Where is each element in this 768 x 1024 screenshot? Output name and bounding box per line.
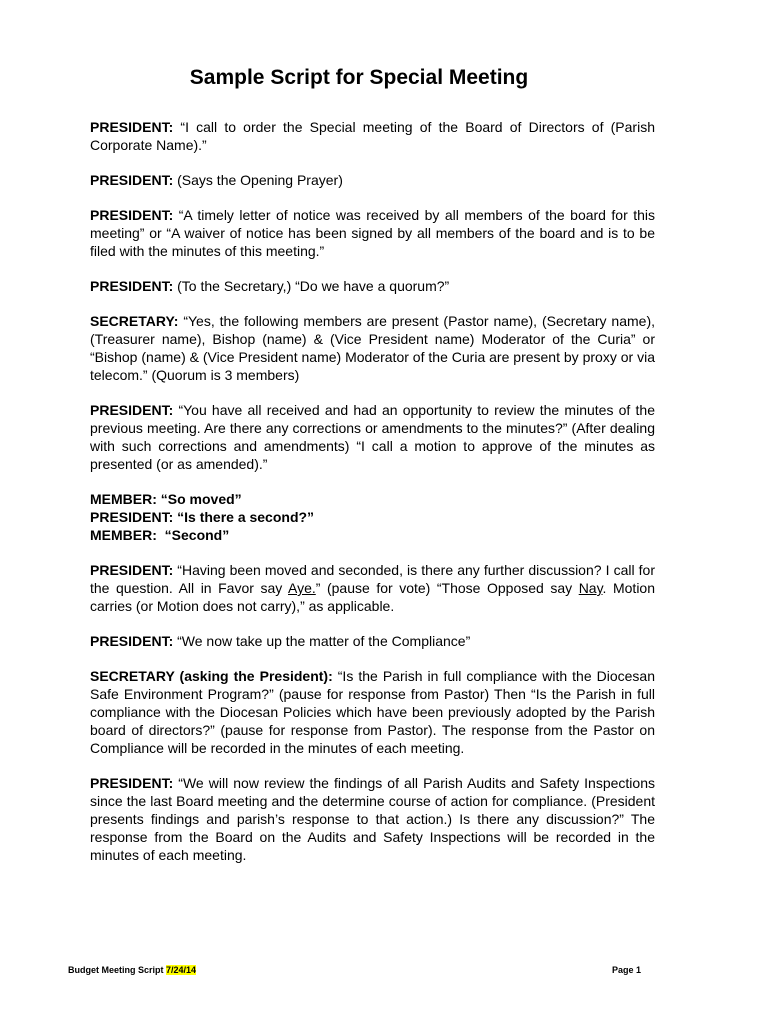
paragraph-text: “I call to order the Special meeting of the Board of Directors of (Parish Corporate Name).” (90, 119, 655, 153)
secretary-compliance-paragraph (90, 667, 655, 757)
script-paragraph (90, 118, 655, 154)
footer-page-number: Page 1 (612, 965, 642, 975)
compliance-paragraph (90, 632, 655, 650)
footer-label: Budget Meeting Script (68, 965, 167, 975)
paragraph-text: “Yes, the following members are present (Pastor name), (Secretary name), (Treasurer name), Bishop (name) & (Vice President name) Moderator of the Curia” or “Bishop (name) & (Vice President name) Moderator of the Curia are present by proxy or via telecom.” (Quorum is 3 members) (90, 313, 655, 383)
motion-line: MEMBER: “Second” (90, 527, 230, 543)
document-body (90, 118, 655, 864)
paragraph-text: (To the Secretary,) “Do we have a quorum?” (173, 278, 450, 294)
paragraph-text: “You have all received and had an opportunity to review the minutes of the previous meeting. Are there any corrections or amendments to the minutes?” (After dealing with such corrections and amendments) “I call a motion to approve of the minutes as presented (or as amended).” (90, 402, 655, 472)
paragraph-text: ” (pause for vote) “Those Opposed say (315, 580, 579, 596)
speaker-label: PRESIDENT: (90, 172, 174, 188)
script-paragraph (90, 277, 655, 295)
vote-paragraph (90, 561, 655, 615)
speaker-label: PRESIDENT: (90, 207, 174, 223)
script-paragraph (90, 206, 655, 260)
speaker-label: PRESIDENT: (90, 278, 174, 294)
motion-line: MEMBER: “So moved” (90, 491, 242, 507)
speaker-label: PRESIDENT: (90, 775, 174, 791)
speaker-label: PRESIDENT: (90, 119, 174, 135)
paragraph-text: “Is the Parish in full compliance with the Diocesan Safe Environment Program?” (pause for response from Pastor) Then “Is the Parish in full compliance with the Diocesan Policies which have been previously adopted by the Parish board of directors?” (pause for response from Pastor). The response from the Pastor on Compliance will be recorded in the minutes of each meeting. (90, 668, 655, 756)
script-paragraph (90, 171, 655, 189)
speaker-label: PRESIDENT: (90, 402, 174, 418)
nay-text: Nay (578, 580, 603, 596)
motion-block (90, 490, 655, 544)
paragraph-text: “A timely letter of notice was received by all members of the board for this meeting” or “A waiver of notice has been signed by all members of the board and is to be filed with the minutes of this meeting.” (90, 207, 655, 259)
speaker-label: SECRETARY (asking the President): (90, 668, 333, 684)
script-paragraph (90, 401, 655, 473)
paragraph-text: “We now take up the matter of the Compliance” (173, 633, 471, 649)
paragraph-text: “Having been moved and seconded, is there any further discussion? I call for the question. All in Favor say (90, 562, 655, 596)
footer-date-highlight: 7/24/14 (166, 965, 197, 975)
aye-text: Aye. (288, 580, 316, 596)
motion-line: PRESIDENT: “Is there a second?” (90, 509, 315, 525)
footer-document-label (68, 964, 196, 976)
speaker-label: PRESIDENT: (90, 633, 174, 649)
document-title: Sample Script for Special Meeting (189, 66, 529, 89)
paragraph-text: (Says the Opening Prayer) (173, 172, 343, 188)
speaker-label: SECRETARY: (90, 313, 179, 329)
script-paragraph (90, 312, 655, 384)
audit-paragraph (90, 774, 655, 864)
speaker-label: PRESIDENT: (90, 562, 174, 578)
paragraph-text: . Motion carries (or Motion does not carry),” as applicable. (90, 580, 655, 614)
paragraph-text: “We will now review the findings of all Parish Audits and Safety Inspections since the last Board meeting and the determine course of action for compliance. (President presents findings and parish’s response to that action.) Is there any discussion?” The response from the Board on the Audits and Safety Inspections will be recorded in the minutes of each meeting. (90, 775, 655, 863)
